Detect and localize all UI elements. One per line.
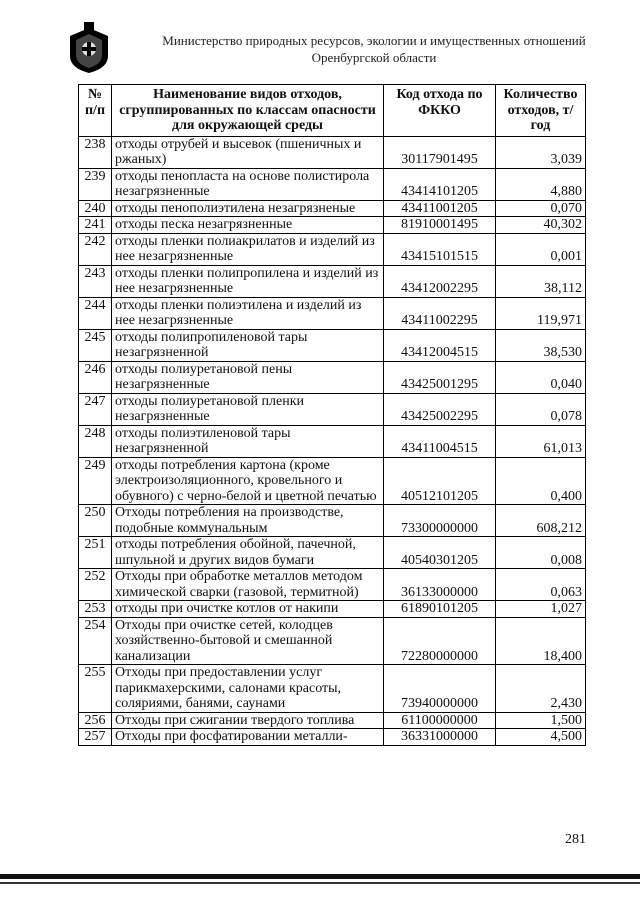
fkko-code: 43412002295 (384, 265, 496, 297)
table-row (79, 425, 586, 457)
footer-rule (0, 874, 640, 879)
waste-quantity: 61,013 (496, 425, 586, 457)
table-row (79, 361, 586, 393)
fkko-code: 73940000000 (384, 665, 496, 713)
row-number: 253 (79, 601, 112, 618)
row-number: 238 (79, 136, 112, 168)
waste-quantity: 1,027 (496, 601, 586, 618)
waste-name: Отходы при сжигании твердого топлива (112, 712, 384, 729)
table-row (79, 729, 586, 746)
row-number: 241 (79, 217, 112, 234)
table-row (79, 665, 586, 713)
waste-table (78, 84, 586, 746)
waste-quantity: 0,063 (496, 569, 586, 601)
waste-name: отходы пенопласта на основе полистирола незагрязненные (112, 168, 384, 200)
table-row (79, 329, 586, 361)
row-number: 244 (79, 297, 112, 329)
row-number: 239 (79, 168, 112, 200)
table-row (79, 168, 586, 200)
fkko-code: 30117901495 (384, 136, 496, 168)
waste-name: отходы полиуретановой пленки незагрязненные (112, 393, 384, 425)
row-number: 257 (79, 729, 112, 746)
waste-name: отходы пенополиэтилена незагрязненые (112, 200, 384, 217)
row-number: 247 (79, 393, 112, 425)
row-number: 256 (79, 712, 112, 729)
ministry-line-1: Министерство природных ресурсов, экологии и имущественных отношений (162, 33, 586, 48)
row-number: 251 (79, 537, 112, 569)
waste-name: Отходы при фосфатировании металли- (112, 729, 384, 746)
fkko-code: 43412004515 (384, 329, 496, 361)
fkko-code: 36133000000 (384, 569, 496, 601)
waste-name: отходы пленки полиакрилатов и изделий из нее незагрязненные (112, 233, 384, 265)
table-row (79, 265, 586, 297)
waste-quantity: 1,500 (496, 712, 586, 729)
waste-quantity: 38,530 (496, 329, 586, 361)
waste-quantity: 18,400 (496, 617, 586, 665)
waste-quantity: 0,001 (496, 233, 586, 265)
waste-name: отходы при очистке котлов от накипи (112, 601, 384, 618)
fkko-code: 43414101205 (384, 168, 496, 200)
fkko-code: 43411001205 (384, 200, 496, 217)
fkko-code: 36331000000 (384, 729, 496, 746)
row-number: 249 (79, 457, 112, 505)
table-row (79, 200, 586, 217)
waste-name: отходы полиэтиленовой тары незагрязненной (112, 425, 384, 457)
waste-name: отходы пленки полипропилена и изделий из нее незагрязненные (112, 265, 384, 297)
waste-quantity: 0,400 (496, 457, 586, 505)
waste-name: отходы полиуретановой пены незагрязненные (112, 361, 384, 393)
document-header (64, 22, 624, 74)
fkko-code: 40540301205 (384, 537, 496, 569)
col-header-num: № п/п (79, 85, 112, 137)
row-number: 242 (79, 233, 112, 265)
ministry-name (124, 32, 624, 66)
waste-name: отходы потребления обойной, пачечной, шпульной и других видов бумаги (112, 537, 384, 569)
footer-rule-thin (0, 882, 640, 884)
waste-quantity: 4,880 (496, 168, 586, 200)
waste-name: отходы отрубей и высевок (пшеничных и ржаных) (112, 136, 384, 168)
row-number: 254 (79, 617, 112, 665)
fkko-code: 43415101515 (384, 233, 496, 265)
row-number: 248 (79, 425, 112, 457)
table-row (79, 537, 586, 569)
waste-name: Отходы потребления на производстве, подобные коммунальным (112, 505, 384, 537)
table-row (79, 505, 586, 537)
row-number: 252 (79, 569, 112, 601)
waste-quantity: 0,040 (496, 361, 586, 393)
waste-name: Отходы при обработке металлов методом химической сварки (газовой, термитной) (112, 569, 384, 601)
table-header-row (79, 85, 586, 137)
table-row (79, 457, 586, 505)
waste-quantity: 4,500 (496, 729, 586, 746)
fkko-code: 81910001495 (384, 217, 496, 234)
row-number: 245 (79, 329, 112, 361)
fkko-code: 43411002295 (384, 297, 496, 329)
waste-quantity: 0,078 (496, 393, 586, 425)
table-row (79, 712, 586, 729)
waste-quantity: 38,112 (496, 265, 586, 297)
col-header-code: Код отхода по ФККО (384, 85, 496, 137)
fkko-code: 40512101205 (384, 457, 496, 505)
table-row (79, 136, 586, 168)
table-row (79, 601, 586, 618)
fkko-code: 72280000000 (384, 617, 496, 665)
table-row (79, 233, 586, 265)
waste-name: Отходы при очистке сетей, колодцев хозяйственно-бытовой и смешанной канализации (112, 617, 384, 665)
waste-name: Отходы при предоставлении услуг парикмахерскими, салонами красоты, соляриями, банями, саунами (112, 665, 384, 713)
row-number: 240 (79, 200, 112, 217)
fkko-code: 43425001295 (384, 361, 496, 393)
table-row (79, 217, 586, 234)
table-row (79, 393, 586, 425)
table-row (79, 569, 586, 601)
waste-quantity: 608,212 (496, 505, 586, 537)
row-number: 243 (79, 265, 112, 297)
waste-name: отходы пленки полиэтилена и изделий из нее незагрязненные (112, 297, 384, 329)
waste-quantity: 2,430 (496, 665, 586, 713)
waste-name: отходы полипропиленовой тары незагрязненной (112, 329, 384, 361)
fkko-code: 43425002295 (384, 393, 496, 425)
row-number: 246 (79, 361, 112, 393)
page-number: 281 (565, 832, 586, 847)
waste-quantity: 3,039 (496, 136, 586, 168)
col-header-name: Наименование видов отходов, сгруппированных по классам опасности для окружающей среды (112, 85, 384, 137)
row-number: 255 (79, 665, 112, 713)
coat-of-arms-emblem (64, 22, 114, 74)
ministry-line-2: Оренбургской области (311, 50, 437, 65)
table-row (79, 617, 586, 665)
col-header-qty: Количество отходов, т/год (496, 85, 586, 137)
fkko-code: 43411004515 (384, 425, 496, 457)
waste-name: отходы песка незагрязненные (112, 217, 384, 234)
waste-quantity: 0,070 (496, 200, 586, 217)
waste-name: отходы потребления картона (кроме электроизоляционного, кровельного и обувного) с черно-белой и цветной печатью (112, 457, 384, 505)
row-number: 250 (79, 505, 112, 537)
waste-quantity: 0,008 (496, 537, 586, 569)
fkko-code: 61100000000 (384, 712, 496, 729)
fkko-code: 73300000000 (384, 505, 496, 537)
waste-quantity: 40,302 (496, 217, 586, 234)
table-row (79, 297, 586, 329)
waste-quantity: 119,971 (496, 297, 586, 329)
fkko-code: 61890101205 (384, 601, 496, 618)
